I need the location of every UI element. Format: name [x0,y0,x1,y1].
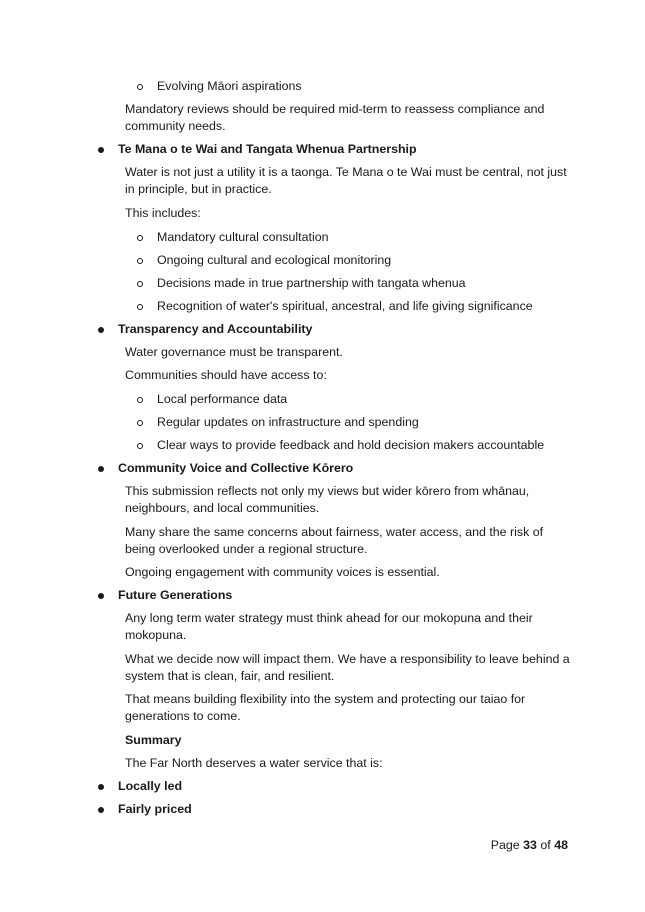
sub-bullet-icon [137,281,143,287]
bullet-icon [98,593,104,599]
section-heading: Te Mana o te Wai and Tangata Whenua Partnership [118,142,417,156]
sub-bullet-icon [137,397,143,403]
paragraph: Many share the same concerns about fairness, water access, and the risk of being overlooked under a regional structure. [125,525,544,556]
paragraph: Water is not just a utility it is a taonga. Te Mana o te Wai must be central, not just in principle, but in practice. [125,165,567,196]
paragraph: This includes: [125,206,201,220]
paragraph: That means building flexibility into the system and protecting our taiao for generations to come. [125,692,526,723]
list-item: Decisions made in true partnership with tangata whenua [157,276,466,290]
paragraph: What we decide now will impact them. We have a responsibility to leave behind a system that is clean, fair, and resilient. [125,652,570,683]
total-pages: 48 [554,838,568,852]
paragraph: The Far North deserves a water service that is: [125,756,383,770]
paragraph: Any long term water strategy must think ahead for our mokopuna and their mokopuna. [125,611,533,642]
list-item: Recognition of water's spiritual, ancestral, and life giving significance [157,299,533,313]
summary-item: Fairly priced [118,802,192,816]
of-word: of [540,838,551,852]
section-heading: Community Voice and Collective Kōrero [118,461,354,475]
summary-item: Locally led [118,779,183,793]
list-item: Ongoing cultural and ecological monitoring [157,253,392,267]
sub-bullet-icon [137,84,143,90]
bullet-icon [98,466,104,472]
sub-bullet-icon [137,304,143,310]
list-item: Local performance data [157,392,288,406]
paragraph: Communities should have access to: [125,368,327,382]
list-item: Mandatory cultural consultation [157,230,329,244]
section-heading: Future Generations [118,588,233,602]
summary-heading: Summary [125,733,182,747]
bullet-icon [98,807,104,813]
sub-bullet-icon [137,443,143,449]
list-item: Regular updates on infrastructure and spending [157,415,419,429]
bullet-icon [98,147,104,153]
list-item: Clear ways to provide feedback and hold decision makers accountable [157,438,545,452]
current-page: 33 [523,838,537,852]
paragraph: Ongoing engagement with community voices is essential. [125,565,440,579]
paragraph: Water governance must be transparent. [125,345,343,359]
paragraph: Mandatory reviews should be required mid-term to reassess compliance and community needs. [125,102,545,133]
paragraph: This submission reflects not only my views but wider kōrero from whānau, neighbours, and local communities. [125,484,530,515]
page-word: Page [490,838,520,852]
bullet-icon [98,327,104,333]
sub-bullet-icon [137,235,143,241]
page-number [491,837,568,854]
sub-bullet-icon [137,258,143,264]
list-item: Evolving Māori aspirations [157,79,302,93]
section-heading: Transparency and Accountability [118,322,313,336]
sub-bullet-icon [137,420,143,426]
bullet-icon [98,784,104,790]
